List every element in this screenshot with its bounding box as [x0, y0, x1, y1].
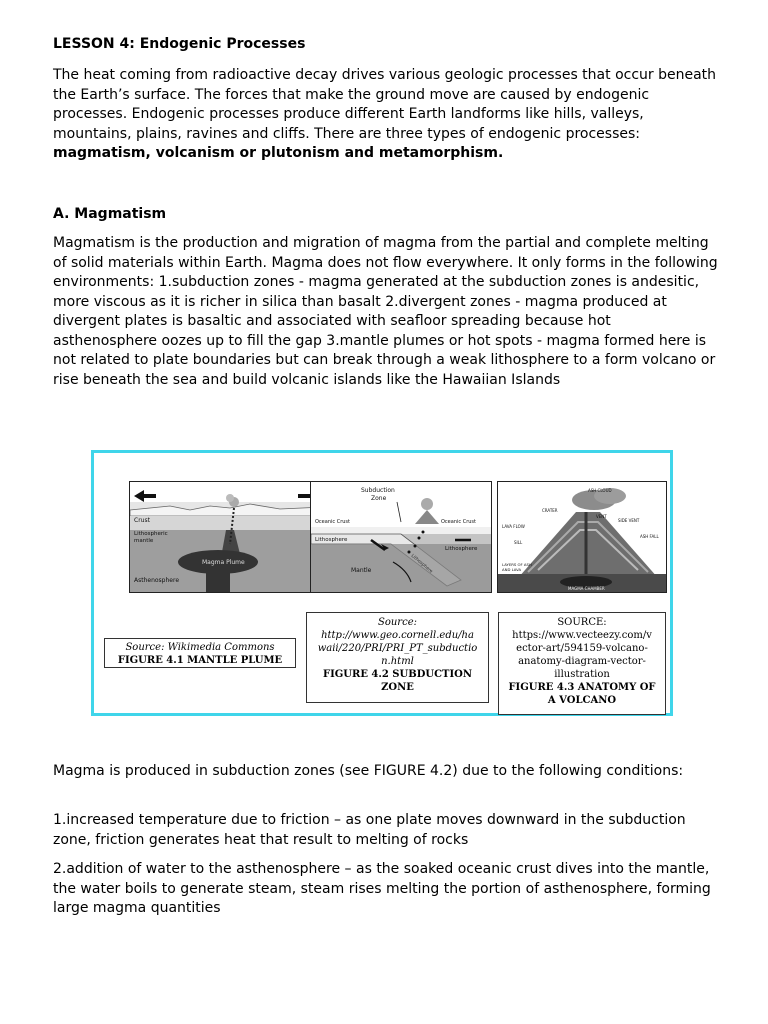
figure-4-3-caption	[498, 612, 666, 715]
fig1-label: FIGURE 4.1 MANTLE PLUME	[117, 655, 283, 666]
fig2-lithosphere-left-label: Lithosphere	[315, 537, 348, 543]
intro-paragraph	[53, 66, 718, 164]
fig2-oceanic-crust-left-label: Oceanic Crust	[315, 519, 351, 525]
fig3-source-line-4: anatomy-diagram-vector-	[518, 656, 646, 667]
condition-2-paragraph: 2.addition of water to the asthenosphere – as the soaked oceanic crust dives into the mantle, the water boils to generate steam, steam rises melting the portion of asthenosphere, forming large magma quantities	[53, 861, 711, 916]
fig2-subduction-label: Subduction	[361, 487, 395, 494]
fig2-label-line-1: FIGURE 4.2 SUBDUCTION	[322, 669, 473, 680]
fig3-label-line-2: A VOLCANO	[547, 695, 617, 706]
fig2-slab-label: Lithosphere	[409, 553, 434, 575]
intro-text: The heat coming from radioactive decay drives various geologic processes that occur beneath the Earth’s surface. The forces that make the ground move are caused by endogenic processes. Endogenic processes produce different Earth landforms like hills, valleys, mountains, plains, ravines and cliffs. There are three types of endogenic processes:	[53, 67, 717, 142]
volcano-anatomy-diagram	[497, 481, 667, 593]
condition-1-paragraph: 1.increased temperature due to friction – as one plate moves downward in the subduction zone, friction generates heat that result to melting of rocks	[53, 812, 686, 848]
magmatism-paragraph: Magmatism is the production and migration of magma from the partial and complete melting of solid materials within Earth. Magma does not flow everywhere. It only forms in the following environments: 1.subduction zones - magma generated at the subduction zones is andesitic, more viscous as it is richer in silica than basalt 2.divergent zones - magma produced at divergent plates is basaltic and associated with seafloor spreading because hot asthenosphere oozes up to fill the gap 3.mantle plumes or hot spots - magma formed here is not related to plate boundaries but can break through a weak lithosphere to a form volcano or rise beneath the sea and build volcanic islands like the Hawaiian Islands	[53, 235, 718, 388]
fig3-source-line-5: illustration	[554, 669, 610, 680]
intro-bold-text: magmatism, volcanism or plutonism and metamorphism.	[53, 145, 504, 161]
subduction-intro-paragraph: Magma is produced in subduction zones (see FIGURE 4.2) due to the following conditions:	[53, 763, 684, 779]
figure-panel	[91, 450, 673, 716]
fig1-crust-label: Crust	[134, 517, 150, 524]
fig2-lithosphere-right-label: Lithosphere	[445, 546, 478, 552]
fig1-lithospheric-label: Lithospheric	[134, 531, 168, 537]
fig3-label-line-1: FIGURE 4.3 ANATOMY OF	[508, 682, 656, 693]
fig3-vent-label: VENT	[596, 514, 607, 519]
fig2-source-line-2: http://www.geo.cornell.edu/ha	[321, 630, 474, 641]
fig3-ash-fall-label: ASH FALL	[640, 534, 659, 539]
fig1-plume-label: Magma Plume	[202, 559, 245, 566]
fig3-source-line-2: https://www.vecteezy.com/v	[512, 630, 652, 641]
lesson-title: LESSON 4: Endogenic Processes	[53, 36, 306, 52]
fig3-source-line-1: SOURCE:	[557, 617, 607, 628]
fig1-source-text: Source: Wikimedia Commons	[125, 642, 275, 653]
fig1-mantle-label: mantle	[134, 538, 154, 544]
magmatism-heading: A. Magmatism	[53, 206, 167, 222]
figure-4-1-caption	[104, 638, 296, 668]
fig3-layers-label-2: AND LAVA	[502, 567, 522, 572]
fig2-source-line-4: n.html	[381, 656, 414, 667]
subduction-zone-diagram	[310, 481, 492, 593]
fig2-mantle-label: Mantle	[351, 567, 372, 574]
fig3-ash-cloud-label: ASH CLOUD	[588, 488, 612, 493]
fig1-asthenosphere-label: Asthenosphere	[134, 577, 180, 584]
fig3-lava-flow-label: LAVA FLOW	[502, 524, 525, 529]
fig3-crater-label: CRATER	[542, 508, 558, 513]
fig2-oceanic-crust-right-label: Oceanic Crust	[441, 519, 477, 525]
fig3-side-vent-label: SIDE VENT	[618, 518, 640, 523]
fig3-magma-chamber-label: MAGMA CHAMBER	[568, 586, 605, 591]
fig3-source-line-3: ector-art/594159-volcano-	[516, 643, 648, 654]
mantle-plume-diagram	[129, 481, 325, 593]
fig2-source-line-1: Source:	[378, 617, 417, 628]
figure-4-2-caption	[306, 612, 489, 703]
fig2-zone-label: Zone	[371, 495, 387, 502]
fig3-layers-label-1: LAYERS OF ASH	[502, 562, 532, 567]
fig3-sill-label: SILL	[514, 540, 523, 545]
fig2-source-line-3: waii/220/PRI/PRI_PT_subductio	[317, 643, 478, 654]
fig2-label-line-2: ZONE	[381, 682, 414, 693]
